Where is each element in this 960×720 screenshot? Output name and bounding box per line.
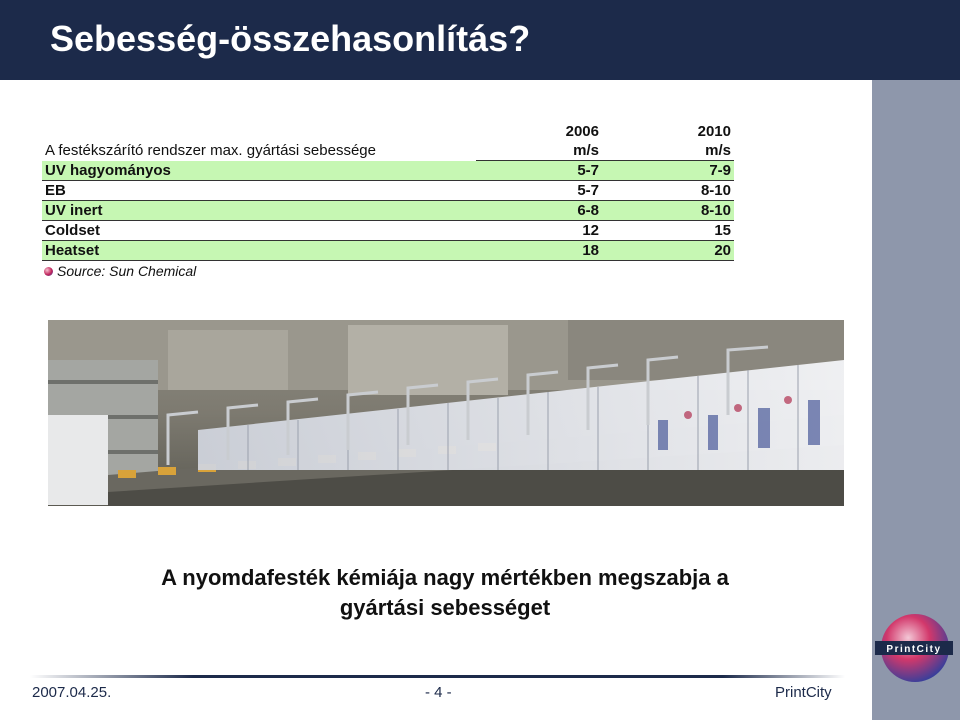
table-units-row (42, 141, 734, 161)
footer-brand: PrintCity (775, 684, 832, 701)
row-value-2006: 6-8 (476, 201, 602, 221)
slide-title: Sebesség-összehasonlítás? (50, 18, 531, 59)
unit-2010: m/s (602, 141, 734, 161)
row-value-2010: 8-10 (602, 201, 734, 221)
row-label: UV inert (42, 201, 476, 221)
caption (60, 563, 830, 623)
table-row (42, 161, 734, 181)
row-label: Heatset (42, 241, 476, 261)
source-text: Source: Sun Chemical (57, 263, 197, 279)
source-note (44, 263, 196, 279)
row-value-2010: 8-10 (602, 181, 734, 201)
table-heading-label: A festékszárító rendszer max. gyártási sebessége (45, 142, 376, 160)
row-value-2010: 15 (602, 221, 734, 241)
caption-line-1: A nyomdafesték kémiája nagy mértékben megszabja a (161, 565, 729, 590)
footer-page-number: - 4 - (425, 684, 452, 701)
year-2010: 2010 (697, 123, 731, 140)
year-2006: 2006 (565, 123, 599, 140)
table-row (42, 181, 734, 201)
bullet-icon (44, 267, 53, 276)
table-head-empty (42, 122, 476, 141)
caption-line-2: gyártási sebességet (339, 595, 551, 620)
row-value-2006: 5-7 (476, 161, 602, 181)
speed-table (42, 122, 734, 261)
printcity-logo-icon (875, 612, 953, 684)
footer-date: 2007.04.25. (32, 684, 112, 701)
unit-2006: m/s (476, 141, 602, 161)
row-label: UV hagyományos (42, 161, 476, 181)
press-photo-illustration (48, 320, 844, 506)
footer-divider (30, 675, 845, 678)
row-label: Coldset (42, 221, 476, 241)
row-value-2010: 7-9 (602, 161, 734, 181)
row-value-2010: 20 (602, 241, 734, 261)
table-row (42, 221, 734, 241)
table-year-row (42, 122, 734, 141)
row-value-2006: 12 (476, 221, 602, 241)
logo-text: PrintCity (886, 644, 942, 655)
row-value-2006: 5-7 (476, 181, 602, 201)
table-row (42, 201, 734, 221)
row-value-2006: 18 (476, 241, 602, 261)
press-photo (48, 320, 844, 506)
row-label: EB (42, 181, 476, 201)
table-row (42, 241, 734, 261)
title-bar (0, 0, 960, 80)
